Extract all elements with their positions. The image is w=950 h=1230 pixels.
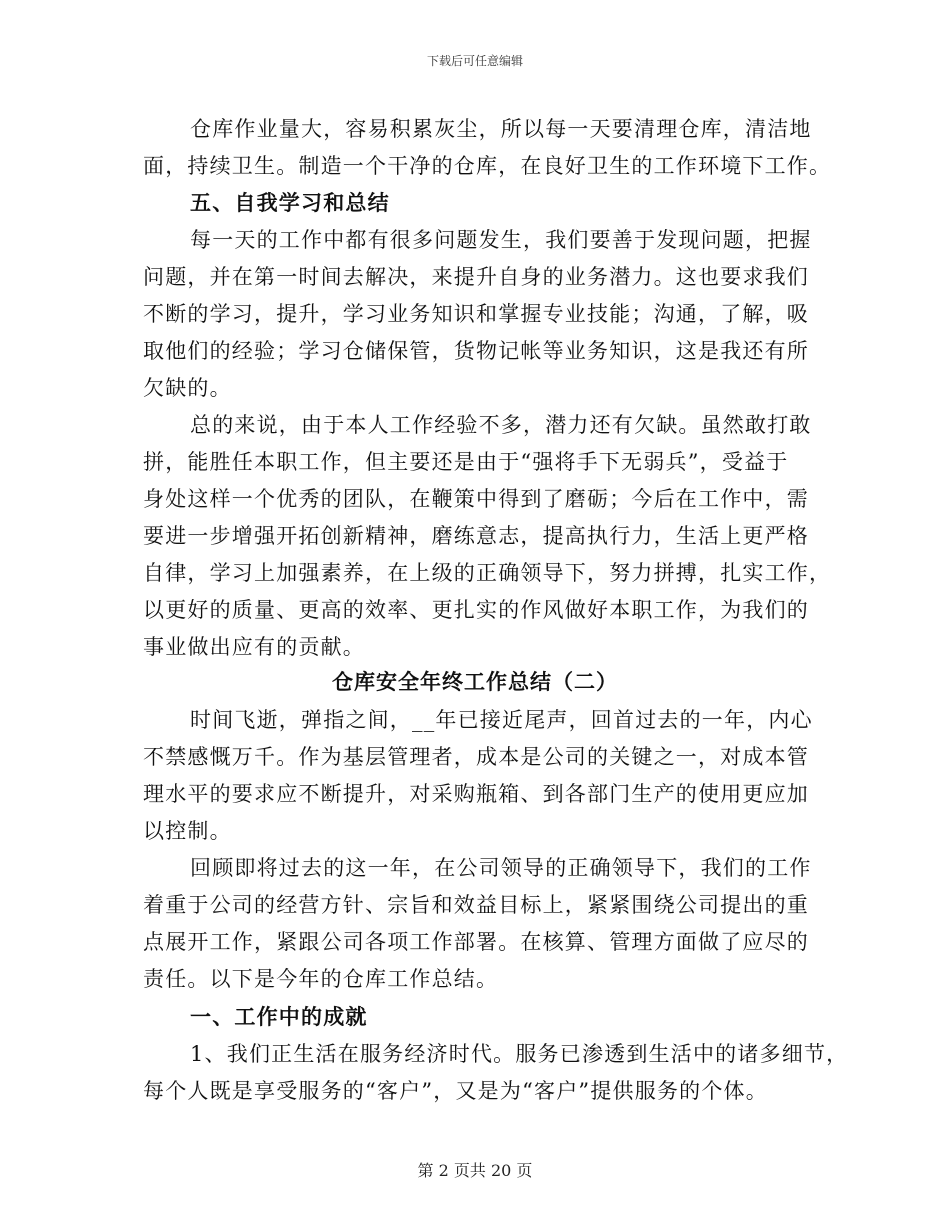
body-line: 每个人既是享受服务的“客户”，又是为“客户”提供服务的个体。 <box>143 1079 768 1103</box>
body-line: 责任。以下是今年的仓库工作总结。 <box>143 967 499 991</box>
body-line: 每一天的工作中都有很多问题发生，我们要善于发现问题，把握 <box>190 228 812 252</box>
body-line: 问题，并在第一时间去解决，来提升自身的业务潜力。这也要求我们 <box>143 265 809 289</box>
body-line: 欠缺的。 <box>143 376 232 400</box>
body-line: 不禁感慨万千。作为基层管理者，成本是公司的关键之一，对成本管 <box>143 745 809 769</box>
document-title: 仓库安全年终工作总结（二） <box>332 670 618 694</box>
body-line: 仓库作业量大，容易积累灰尘，所以每一天要清理仓库，清洁地 <box>190 117 812 141</box>
section-heading: 五、自我学习和总结 <box>190 191 390 215</box>
body-line: 面，持续卫生。制造一个干净的仓库，在良好卫生的工作环境下工作。 <box>143 154 832 178</box>
body-line: 拼，能胜任本职工作，但主要还是由于“强将手下无弱兵”，受益于 <box>143 450 789 474</box>
body-line: 时间飞逝，弹指之间，__年已接近尾声，回首过去的一年，内心 <box>190 708 813 732</box>
body-line: 着重于公司的经营方针、宗旨和效益目标上，紧紧围绕公司提出的重 <box>143 893 809 917</box>
body-line: 1、我们正生活在服务经济时代。服务已渗透到生活中的诸多细节， <box>190 1042 849 1066</box>
body-line: 以控制。 <box>143 819 232 843</box>
body-line: 不断的学习，提升，学习业务知识和掌握专业技能；沟通，了解，吸 <box>143 302 809 326</box>
body-line: 事业做出应有的贡献。 <box>143 635 365 659</box>
section-heading: 一、工作中的成就 <box>190 1005 368 1029</box>
body-line: 总的来说，由于本人工作经验不多，潜力还有欠缺。虽然敢打敢 <box>190 413 812 437</box>
body-line: 身处这样一个优秀的团队，在鞭策中得到了磨砺；今后在工作中，需 <box>143 487 809 511</box>
body-line: 回顾即将过去的这一年，在公司领导的正确领导下，我们的工作 <box>190 856 812 880</box>
body-line: 要进一步增强开拓创新精神，磨练意志，提高执行力，生活上更严格 <box>143 524 809 548</box>
body-line: 点展开工作，紧跟公司各项工作部署。在核算、管理方面做了应尽的 <box>143 930 809 954</box>
body-line: 以更好的质量、更高的效率、更扎实的作风做好本职工作，为我们的 <box>143 598 809 622</box>
page-footer: 第 2 页共 20 页 <box>417 1161 533 1180</box>
body-line: 取他们的经验；学习仓储保管，货物记帐等业务知识，这是我还有所 <box>143 339 809 363</box>
body-line: 理水平的要求应不断提升，对采购瓶箱、到各部门生产的使用更应加 <box>143 782 809 806</box>
body-line: 自律，学习上加强素养，在上级的正确领导下，努力拼搏，扎实工作， <box>143 561 832 585</box>
page-header: 下载后可任意编辑 <box>426 54 523 68</box>
